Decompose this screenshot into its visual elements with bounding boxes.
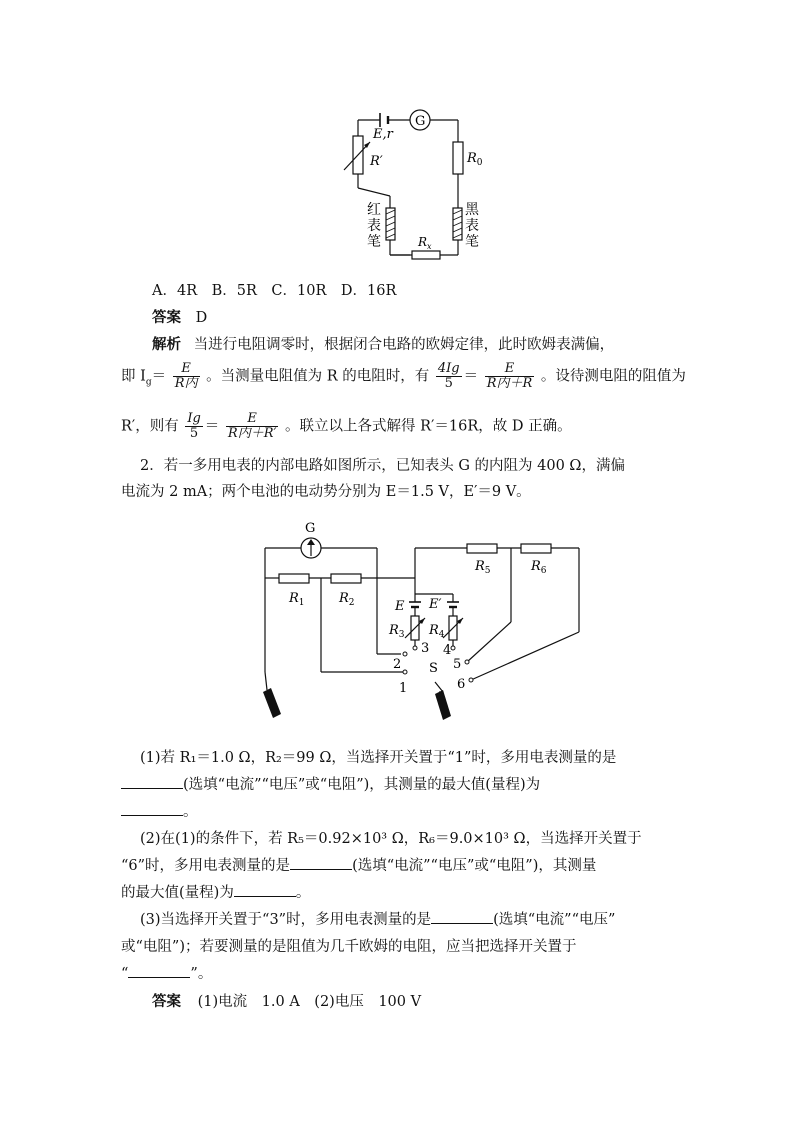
rx-label: R [418, 235, 428, 249]
q1-analysis-line1 [152, 334, 614, 356]
q1-l2-post: 。设待测电阻的阻值为 [540, 368, 686, 385]
svg-text:R4: $R_4$ [429, 623, 445, 640]
black-probe-char-1: 黑 [465, 202, 479, 218]
q2-p1-line2: (选填“电流”“电压”或“电阻”)，其测量的最大值(量程)为 [121, 774, 540, 796]
q1-analysis-line3: R′，则有 $\frac{Ig}{5}$ ＝ $\frac{E}{\text{R内＋R′}}$ 。联立以上各式解得 R′＝16R，故 D 正确。 [121, 411, 572, 441]
q2-p3-line2: 或“电阻”)；若要测量的是阻值为几千欧姆的电阻，应当把选择开关置于 [121, 939, 577, 955]
q1-l2-mid: 。当测量电阻值为 R 的电阻时，有 [206, 368, 430, 385]
q1-frac1: $\frac{E}{\text{R内}}$ [174, 361, 198, 391]
multimeter-circuit-diagram [245, 512, 585, 730]
svg-text:Rx [417, 235, 432, 251]
r0-sub: 0 [476, 158, 483, 168]
ohmmeter-circuit-diagram [340, 100, 500, 270]
source-label: E,r [373, 127, 393, 142]
fig2-n3: 3 [421, 641, 430, 656]
q2-stem-line1: 2．若一多用电表的内部电路如图所示，已知表头 G 的内阻为 400 Ω，满偏 [140, 458, 625, 474]
q2-p2-blank1[interactable] [290, 855, 352, 870]
q1-options: A．4R B．5R C．10R D．16R [152, 283, 397, 299]
q2-p3-blank1[interactable] [431, 909, 493, 924]
q1-frac3: $\frac{E}{\text{R内＋R}}$ [486, 361, 533, 391]
fig2-n5: 5 [453, 657, 462, 672]
q2-answer-label: 答案 [152, 993, 181, 1010]
q2-answer-value: (1)电流 1.0 A (2)电压 100 V [197, 994, 422, 1010]
fig2-r3-label: R [389, 623, 399, 638]
fig2-n4: 4 [443, 643, 452, 658]
rx-sub: x [427, 242, 432, 251]
svg-text:R1: $R_1$ [289, 591, 305, 608]
q2-p2-line2: “6”时，多用电表测量的是 (选填“电流”“电压”或“电阻”)，其测量 [121, 855, 596, 877]
q2-p2-line3: 的最大值(量程)为 。 [121, 882, 310, 904]
q1-answer [152, 307, 207, 329]
q2-p2-blank2[interactable] [234, 882, 296, 897]
q2-p1-line1: (1)若 R₁＝1.0 Ω，R₂＝99 Ω，当选择开关置于“1”时，多用电表测量的是 [140, 750, 617, 766]
fig2-n6: 6 [457, 677, 466, 692]
q1-l3-post: 。联立以上各式解得 R′＝16R，故 D 正确。 [285, 418, 572, 435]
fig2-e2-label: E′ [429, 597, 442, 612]
black-probe-char-3: 笔 [465, 234, 479, 250]
q2-p1-line3: 。 [121, 801, 198, 823]
q2-p1-blank1[interactable] [121, 774, 183, 789]
q1-l2-eq: ＝ [151, 368, 167, 385]
fig2-r2-label: R [339, 591, 349, 606]
q1-l2-sub: g [145, 377, 152, 388]
svg-text:R2: $R_2$ [339, 591, 355, 608]
q1-answer-label: 答案 [152, 309, 181, 326]
red-probe-char-3: 笔 [367, 234, 381, 250]
svg-text:R0 [466, 151, 483, 168]
svg-text:R5: $R_5$ [475, 559, 491, 576]
rheostat-label: R′ [370, 154, 383, 169]
red-probe-char-2: 表 [367, 218, 381, 234]
q1-frac5: $\frac{E}{\text{R内＋R′}}$ [227, 411, 277, 441]
q2-stem-line2: 电流为 2 mA；两个电池的电动势分别为 E＝1.5 V，E′＝9 V。 [121, 484, 531, 500]
svg-text:R6: $R_6$ [531, 559, 547, 576]
q2-p3-line1: (3)当选择开关置于“3”时，多用电表测量的是 (选填“电流”“电压” [140, 909, 615, 931]
q1-frac2: $\frac{4Ig}{5}$ [437, 361, 460, 391]
q2-p3-line3: “ ”。 [121, 963, 212, 985]
fig2-r1-label: R [289, 591, 299, 606]
fig2-n1: 1 [399, 681, 408, 696]
q1-l3-pre: R′，则有 [121, 418, 179, 435]
meter-label: G [415, 114, 426, 129]
fig2-r6-label: R [531, 559, 541, 574]
r0-label: R [467, 151, 477, 166]
black-probe-char-2: 表 [465, 218, 479, 234]
q1-analysis-label: 解析 [152, 336, 181, 353]
fig2-e-label: E [395, 599, 405, 614]
q1-answer-value: D [195, 310, 208, 326]
red-probe-char-1: 红 [367, 202, 381, 218]
q1-analysis-line2: 即 $I_g=$ $\frac{E}{\text{R内}}$ 。当测量电阻值为 R 的电阻时，有 $\frac{4Ig}{5}$ ＝ $\frac{E}{\text{R内＋R}}$ 。设待测电阻的阻值为 [121, 361, 686, 391]
q1-analysis-text1: 当进行电阻调零时，根据闭合电路的欧姆定律，此时欧姆表满偏， [193, 337, 615, 353]
q1-l2-pre: 即 I [121, 368, 146, 385]
q2-p2-line1: (2)在(1)的条件下，若 R₅＝0.92×10³ Ω，R₆＝9.0×10³ Ω，当选择开关置于 [140, 831, 642, 847]
fig2-r4-label: R [429, 623, 439, 638]
q2-p1-blank2[interactable] [121, 801, 183, 816]
q1-frac4: $\frac{Ig}{5}$ [187, 411, 201, 441]
fig2-g-label: G [305, 521, 316, 536]
q2-p3-blank2[interactable] [128, 963, 190, 978]
fig2-s: S [429, 661, 438, 676]
fig2-n2: 2 [393, 657, 402, 672]
q2-answer [152, 991, 421, 1013]
fig2-r5-label: R [475, 559, 485, 574]
svg-text:R3: $R_3$ [389, 623, 405, 640]
